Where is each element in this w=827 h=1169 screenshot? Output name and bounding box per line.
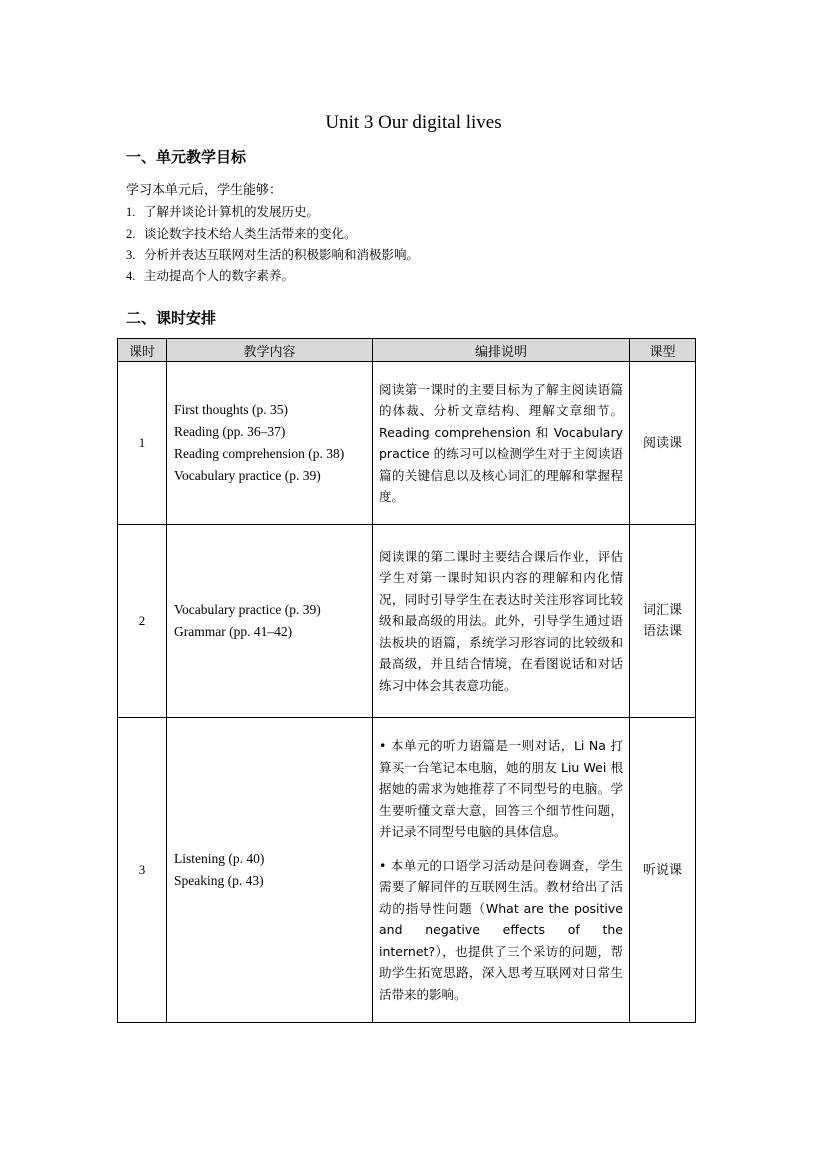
type-line: 词汇课 [642, 603, 682, 618]
objective-item [126, 224, 357, 242]
description-paragraph: 阅读第一课时的主要目标为了解主阅读语篇的体裁、分析文章结构、理解文章细节。Reading comprehension 和 Vocabulary practice 的练习可以检测学生对于主阅读语篇的关键信息以及核心词汇的理解和掌握程度。 [379, 381, 623, 504]
header-cell: 编排说明 [373, 339, 630, 362]
content-line: First thoughts (p. 35) [174, 402, 289, 417]
content-line: Vocabulary practice (p. 39) [174, 468, 321, 483]
lesson-description [373, 525, 630, 718]
header-cell: 课时 [118, 339, 167, 362]
lesson-description [373, 718, 630, 1023]
objective-item [126, 266, 294, 284]
section1-heading: 一、单元教学目标 [126, 148, 247, 166]
table-header-row [118, 339, 696, 362]
lesson-number: 3 [118, 718, 167, 1023]
lesson-type [630, 362, 696, 525]
objective-number: 4. [126, 269, 136, 283]
table-row [118, 362, 696, 525]
section2-heading: 二、课时安排 [126, 309, 217, 327]
objective-text: 分析并表达互联网对生活的积极影响和消极影响。 [144, 247, 420, 262]
objective-item [126, 202, 319, 220]
type-line: 语法课 [642, 624, 682, 639]
objective-item [126, 245, 419, 263]
table-row [118, 718, 696, 1023]
header-cell: 课型 [630, 339, 696, 362]
content-line: Vocabulary practice (p. 39) [174, 602, 321, 617]
objective-number: 3. [126, 248, 136, 262]
lesson-content [167, 718, 373, 1023]
content-line: Listening (p. 40) [174, 851, 265, 866]
content-line: Reading comprehension (p. 38) [174, 446, 345, 461]
objectives-intro: 学习本单元后，学生能够： [126, 183, 283, 198]
description-paragraph: • 本单元的听力语篇是一则对话，Li Na 打算买一台笔记本电脑，她的朋友 Liu Wei 根据她的需求为她推荐了不同型号的电脑。学生要听懂文章大意，回答三个细节性问题，并记录不同型号电脑的具体信息。 [379, 738, 623, 839]
table-row [118, 525, 696, 718]
lesson-number: 2 [118, 525, 167, 718]
objective-text: 主动提高个人的数字素养。 [144, 268, 295, 283]
page-title: Unit 3 Our digital lives [325, 112, 502, 133]
type-line: 阅读课 [642, 435, 682, 451]
description-paragraph: 阅读课的第二课时主要结合课后作业，评估学生对第一课时知识内容的理解和内化情况，同时引导学生在表达时关注形容词比较级和最高级的用法。此外，引导学生通过语法板块的语篇，系统学习形容词的比较级和最高级，并且结合情境，在看图说话和对话练习中体会其表意功能。 [379, 548, 623, 693]
objective-text: 了解并谈论计算机的发展历史。 [144, 204, 320, 219]
objective-number: 1. [126, 205, 136, 219]
type-line: 听说课 [642, 862, 682, 878]
content-line: Grammar (pp. 41–42) [174, 624, 293, 639]
lesson-type [630, 525, 696, 718]
objective-number: 2. [126, 227, 136, 241]
objective-text: 谈论数字技术给人类生活带来的变化。 [144, 226, 357, 241]
lesson-type [630, 718, 696, 1023]
header-cell: 教学内容 [167, 339, 373, 362]
lesson-content [167, 525, 373, 718]
content-line: Speaking (p. 43) [174, 873, 264, 888]
lesson-content [167, 362, 373, 525]
schedule-table [117, 338, 696, 1023]
description-paragraph: • 本单元的口语学习活动是问卷调查，学生需要了解同伴的互联网生活。教材给出了活动的指导性问题（What are the positive and negative effects of the internet?），也提供了三个采访的问题，帮助学生拓宽思路，深入思考互联网对日常生活带来的影响。 [379, 857, 623, 1002]
content-line: Reading (pp. 36–37) [174, 424, 286, 439]
lesson-description [373, 362, 630, 525]
lesson-number: 1 [118, 362, 167, 525]
